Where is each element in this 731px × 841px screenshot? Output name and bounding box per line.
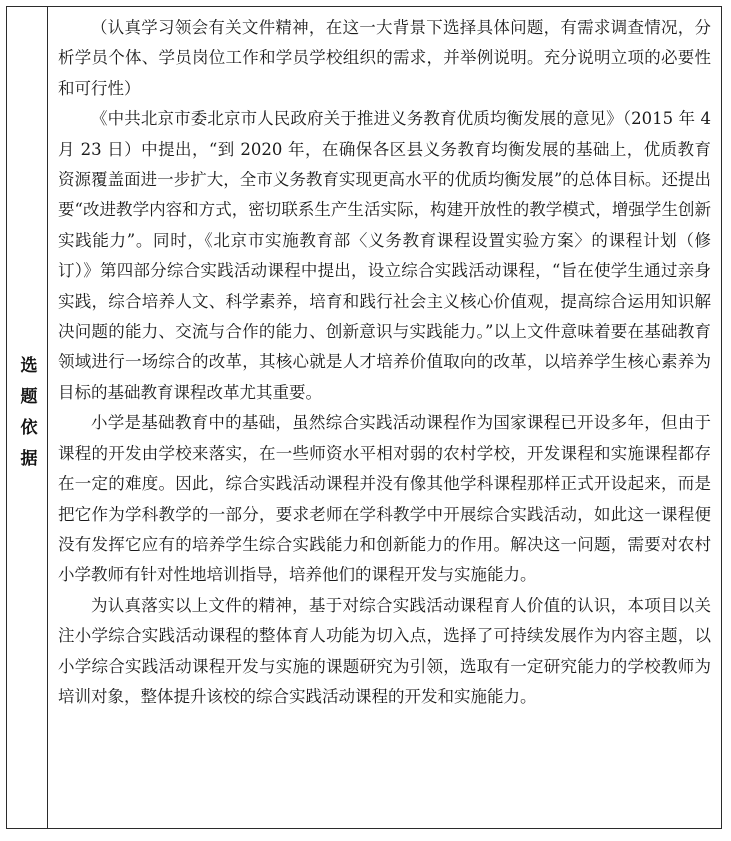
body-paragraph-1: 《中共北京市委北京市人民政府关于推进义务教育优质均衡发展的意见》（2015 年 4 月 23 日）中提出，“到 2020 年，在确保各区县义务教育均衡发展的基础上，优质教育资源覆盖面进一步扩大，全市义务教育实现更高水平的优质均衡发展”的总体目标。还提出要“改进教学内容和方式，密切联系生产生活实际，构建开放性的教学模式，增强学生创新实践能力”。同时，《北京市实施教育部〈义务教育课程设置实验方案〉的课程计划（修订）》第四部分综合实践活动课程中提出，设立综合实践活动课程，“旨在使学生通过亲身实践，综合培养人文、科学素养，培育和践行社会主义核心价值观，提高综合运用知识解决问题的能力、交流与合作的能力、创新意识与实践能力。”以上文件意味着要在基础教育领域进行一场综合的改革，其核心就是人才培养价值取向的改革，以培养学生核心素养为目标的基础教育课程改革尤其重要。	[58, 109, 711, 402]
body-paragraph-2: 小学是基础教育中的基础，虽然综合实践活动课程作为国家课程已开设多年，但由于课程的开发由学校来落实，在一些师资水平相对弱的农村学校，开发课程和实施课程都存在一定的难度。因此，综合实践活动课程并没有像其他学科课程那样正式开设起来，而是把它作为学科教学的一部分，要求老师在学科教学中开展综合实践活动，如此这一课程便没有发挥它应有的培养学生综合实践能力和创新能力的作用。解决这一问题，需要对农村小学教师有针对性地培训指导，培养他们的课程开发与实施能力。	[58, 413, 711, 585]
row-label: 选题依据	[16, 355, 37, 480]
form-table	[6, 6, 722, 829]
row-label-cell	[7, 7, 48, 828]
content-cell	[48, 7, 721, 828]
instruction-paragraph: （认真学习领会有关文件精神，在这一大背景下选择具体问题，有需求调查情况，分析学员个体、学员岗位工作和学员学校组织的需求，并举例说明。充分说明立项的必要性和可行性）	[58, 18, 711, 98]
body-paragraph-3: 为认真落实以上文件的精神，基于对综合实践活动课程育人价值的认识，本项目以关注小学综合实践活动课程的整体育人功能为切入点，选择了可持续发展作为内容主题，以小学综合实践活动课程开发与实施的课题研究为引领，选取有一定研究能力的学校教师为培训对象，整体提升该校的综合实践活动课程的开发和实施能力。	[58, 595, 711, 706]
